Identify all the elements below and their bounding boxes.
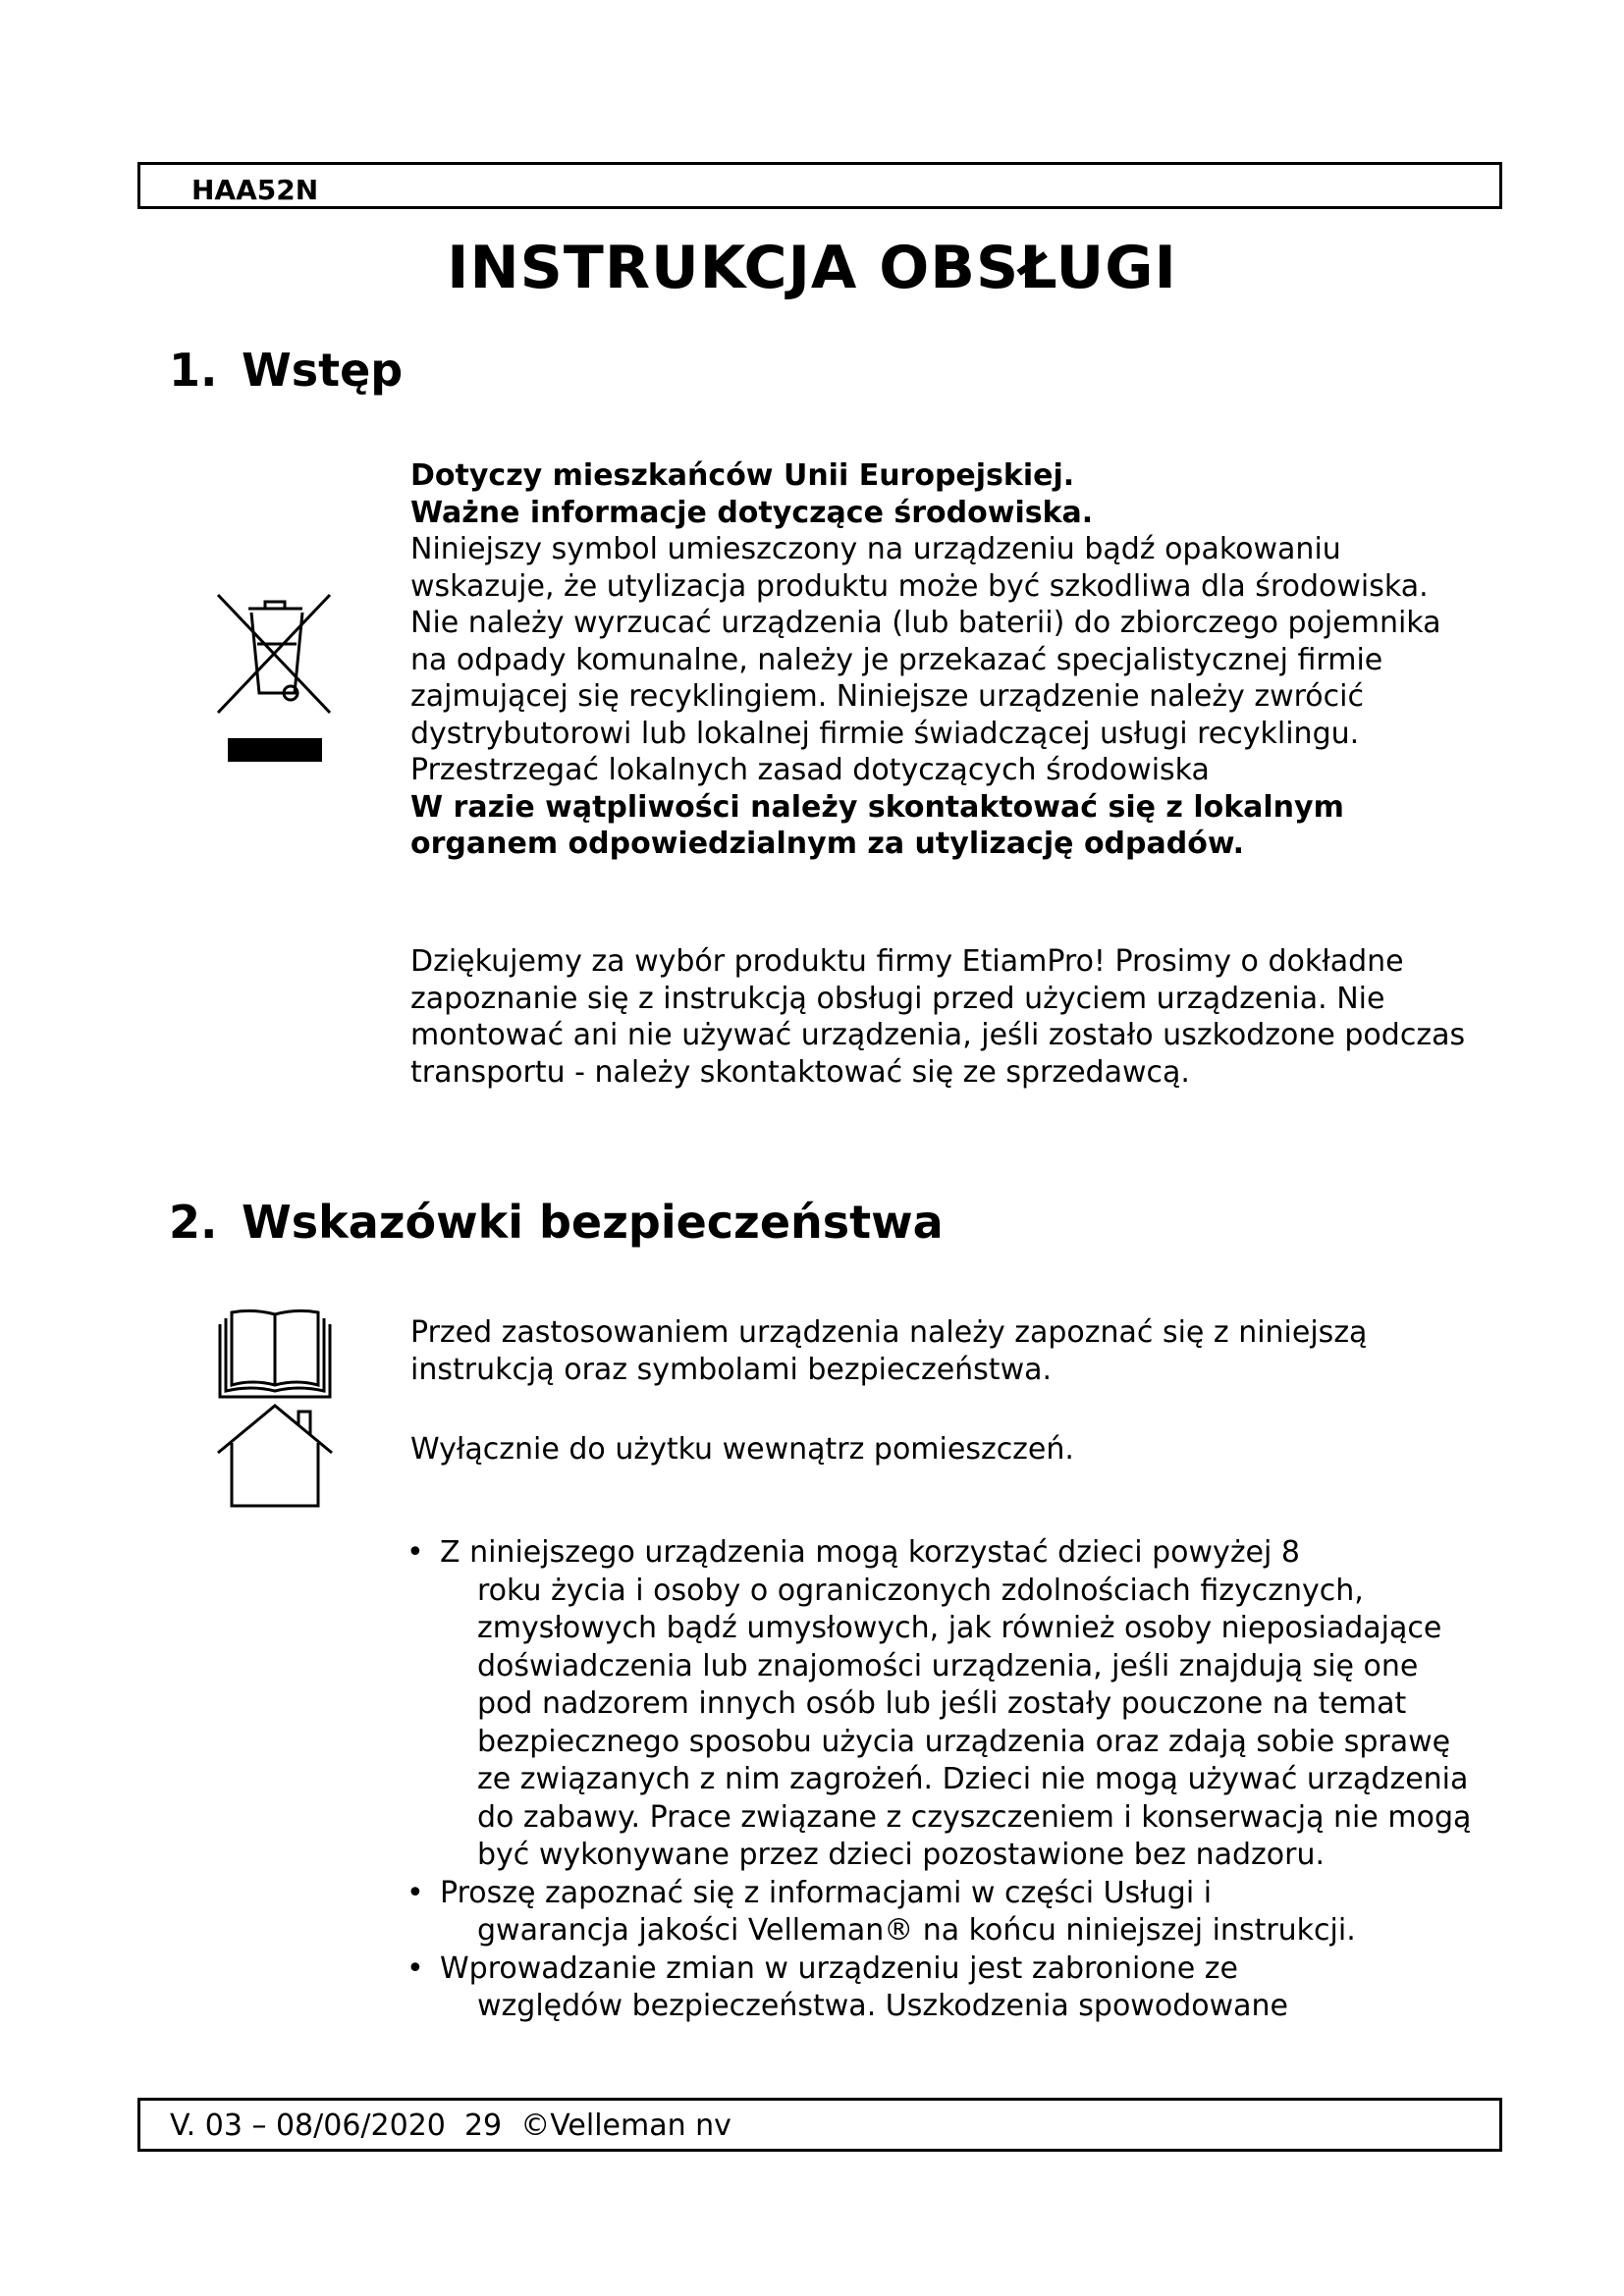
environment-contact-note: W razie wątpliwości należy skontaktować się z lokalnym organem odpowiedzialnym za utylizację odpadów. bbox=[410, 789, 1344, 861]
environment-text: Niniejszy symbol umieszczony na urządzeniu bądź opakowaniu wskazuje, że utylizacja produktu może być szkodliwa dla środowiska. Nie należy wyrzucać urządzenia (lub baterii) do zbiorczego pojemnika na odpady komunalne, należy je przekazać specjalistycznej firmie zajmującej się recyklingiem. Niniejsze urządzenie należy zwrócić dystrybutorowi lub lokalnej firmie świadczącej usługi recyklingu. Przestrzegać lokalnych zasad dotyczących środowiska bbox=[410, 532, 1441, 787]
model-number: HAA52N bbox=[191, 174, 319, 206]
bullet-first-line: Proszę zapoznać się z informacjami w części Usługi i bbox=[440, 1875, 1213, 1910]
bullet-symbol: • bbox=[406, 1535, 424, 1570]
section-2-number: 2. bbox=[169, 1196, 218, 1249]
environment-important-heading: Ważne informacje dotyczące środowiska. bbox=[410, 495, 1094, 530]
bullet-first-line: Z niniejszego urządzenia mogą korzystać dzieci powyżej 8 bbox=[440, 1535, 1300, 1570]
header-box bbox=[137, 162, 1502, 209]
bullet-continuation: roku życia i osoby o ograniczonych zdolnościach fizycznych, zmysłowych bądź umysłowych, jak również osoby nieposiadające doświadczenia lub znajomości urządzenia, jeśli znajdują się one pod nadzorem innych osób lub jeśli zostały pouczone na temat bezpiecznego sposobu użycia urządzenia oraz zdają sobie sprawę ze związanych z nim zagrożeń. Dzieci nie mogą używać urządzenia do zabawy. Prace związane z czyszczeniem i konserwacją nie mogą być wykonywane przez dzieci pozostawione bez nadzoru. bbox=[477, 1573, 1472, 1872]
document-title: INSTRUKCJA OBSŁUGI bbox=[447, 234, 1177, 302]
section-2-heading bbox=[169, 1196, 944, 1249]
bullet-symbol: • bbox=[406, 1875, 424, 1910]
environment-notice bbox=[410, 457, 1471, 863]
list-item bbox=[403, 1534, 1473, 1875]
footer-box bbox=[137, 2098, 1502, 2152]
weee-crossed-bin-icon bbox=[214, 591, 337, 770]
list-item bbox=[403, 1875, 1473, 1950]
section-2-title: Wskazówki bezpieczeństwa bbox=[242, 1196, 944, 1249]
section-1-heading bbox=[169, 344, 403, 397]
read-manual-text: Przed zastosowaniem urządzenia należy zapoznać się z niniejszą instrukcją oraz symbolami bezpieczeństwa. bbox=[410, 1315, 1368, 1387]
section-1-number: 1. bbox=[169, 344, 218, 397]
indoor-use-text: Wyłącznie do użytku wewnątrz pomieszczeń. bbox=[410, 1432, 1074, 1467]
bullet-first-line: Wprowadzanie zmian w urządzeniu jest zabronione ze bbox=[440, 1950, 1238, 1986]
footer-version-page: V. 03 – 08/06/2020 29 ©Velleman nv bbox=[170, 2109, 731, 2143]
list-item bbox=[403, 1950, 1473, 2026]
environment-eu-heading: Dotyczy mieszkańców Unii Europejskiej. bbox=[410, 458, 1075, 493]
thanks-paragraph: Dziękujemy za wybór produktu firmy EtiamPro! Prosimy o dokładne zapoznanie się z instrukcją obsługi przed użyciem urządzenia. Nie montować ani nie używać urządzenia, jeśli zostało uszkodzone podczas transportu - należy skontaktować się ze sprzedawcą. bbox=[410, 944, 1466, 1090]
bullet-continuation: gwarancja jakości Velleman® na końcu niniejszej instrukcji. bbox=[477, 1913, 1356, 1948]
section-1-title: Wstęp bbox=[242, 344, 404, 397]
bullet-symbol: • bbox=[406, 1950, 424, 1986]
indoor-use-house-icon bbox=[214, 1402, 336, 1510]
read-manual-book-icon bbox=[214, 1308, 336, 1399]
safety-bullet-list bbox=[403, 1534, 1473, 2026]
bullet-continuation: względów bezpieczeństwa. Uszkodzenia spowodowane bbox=[477, 1989, 1288, 2023]
